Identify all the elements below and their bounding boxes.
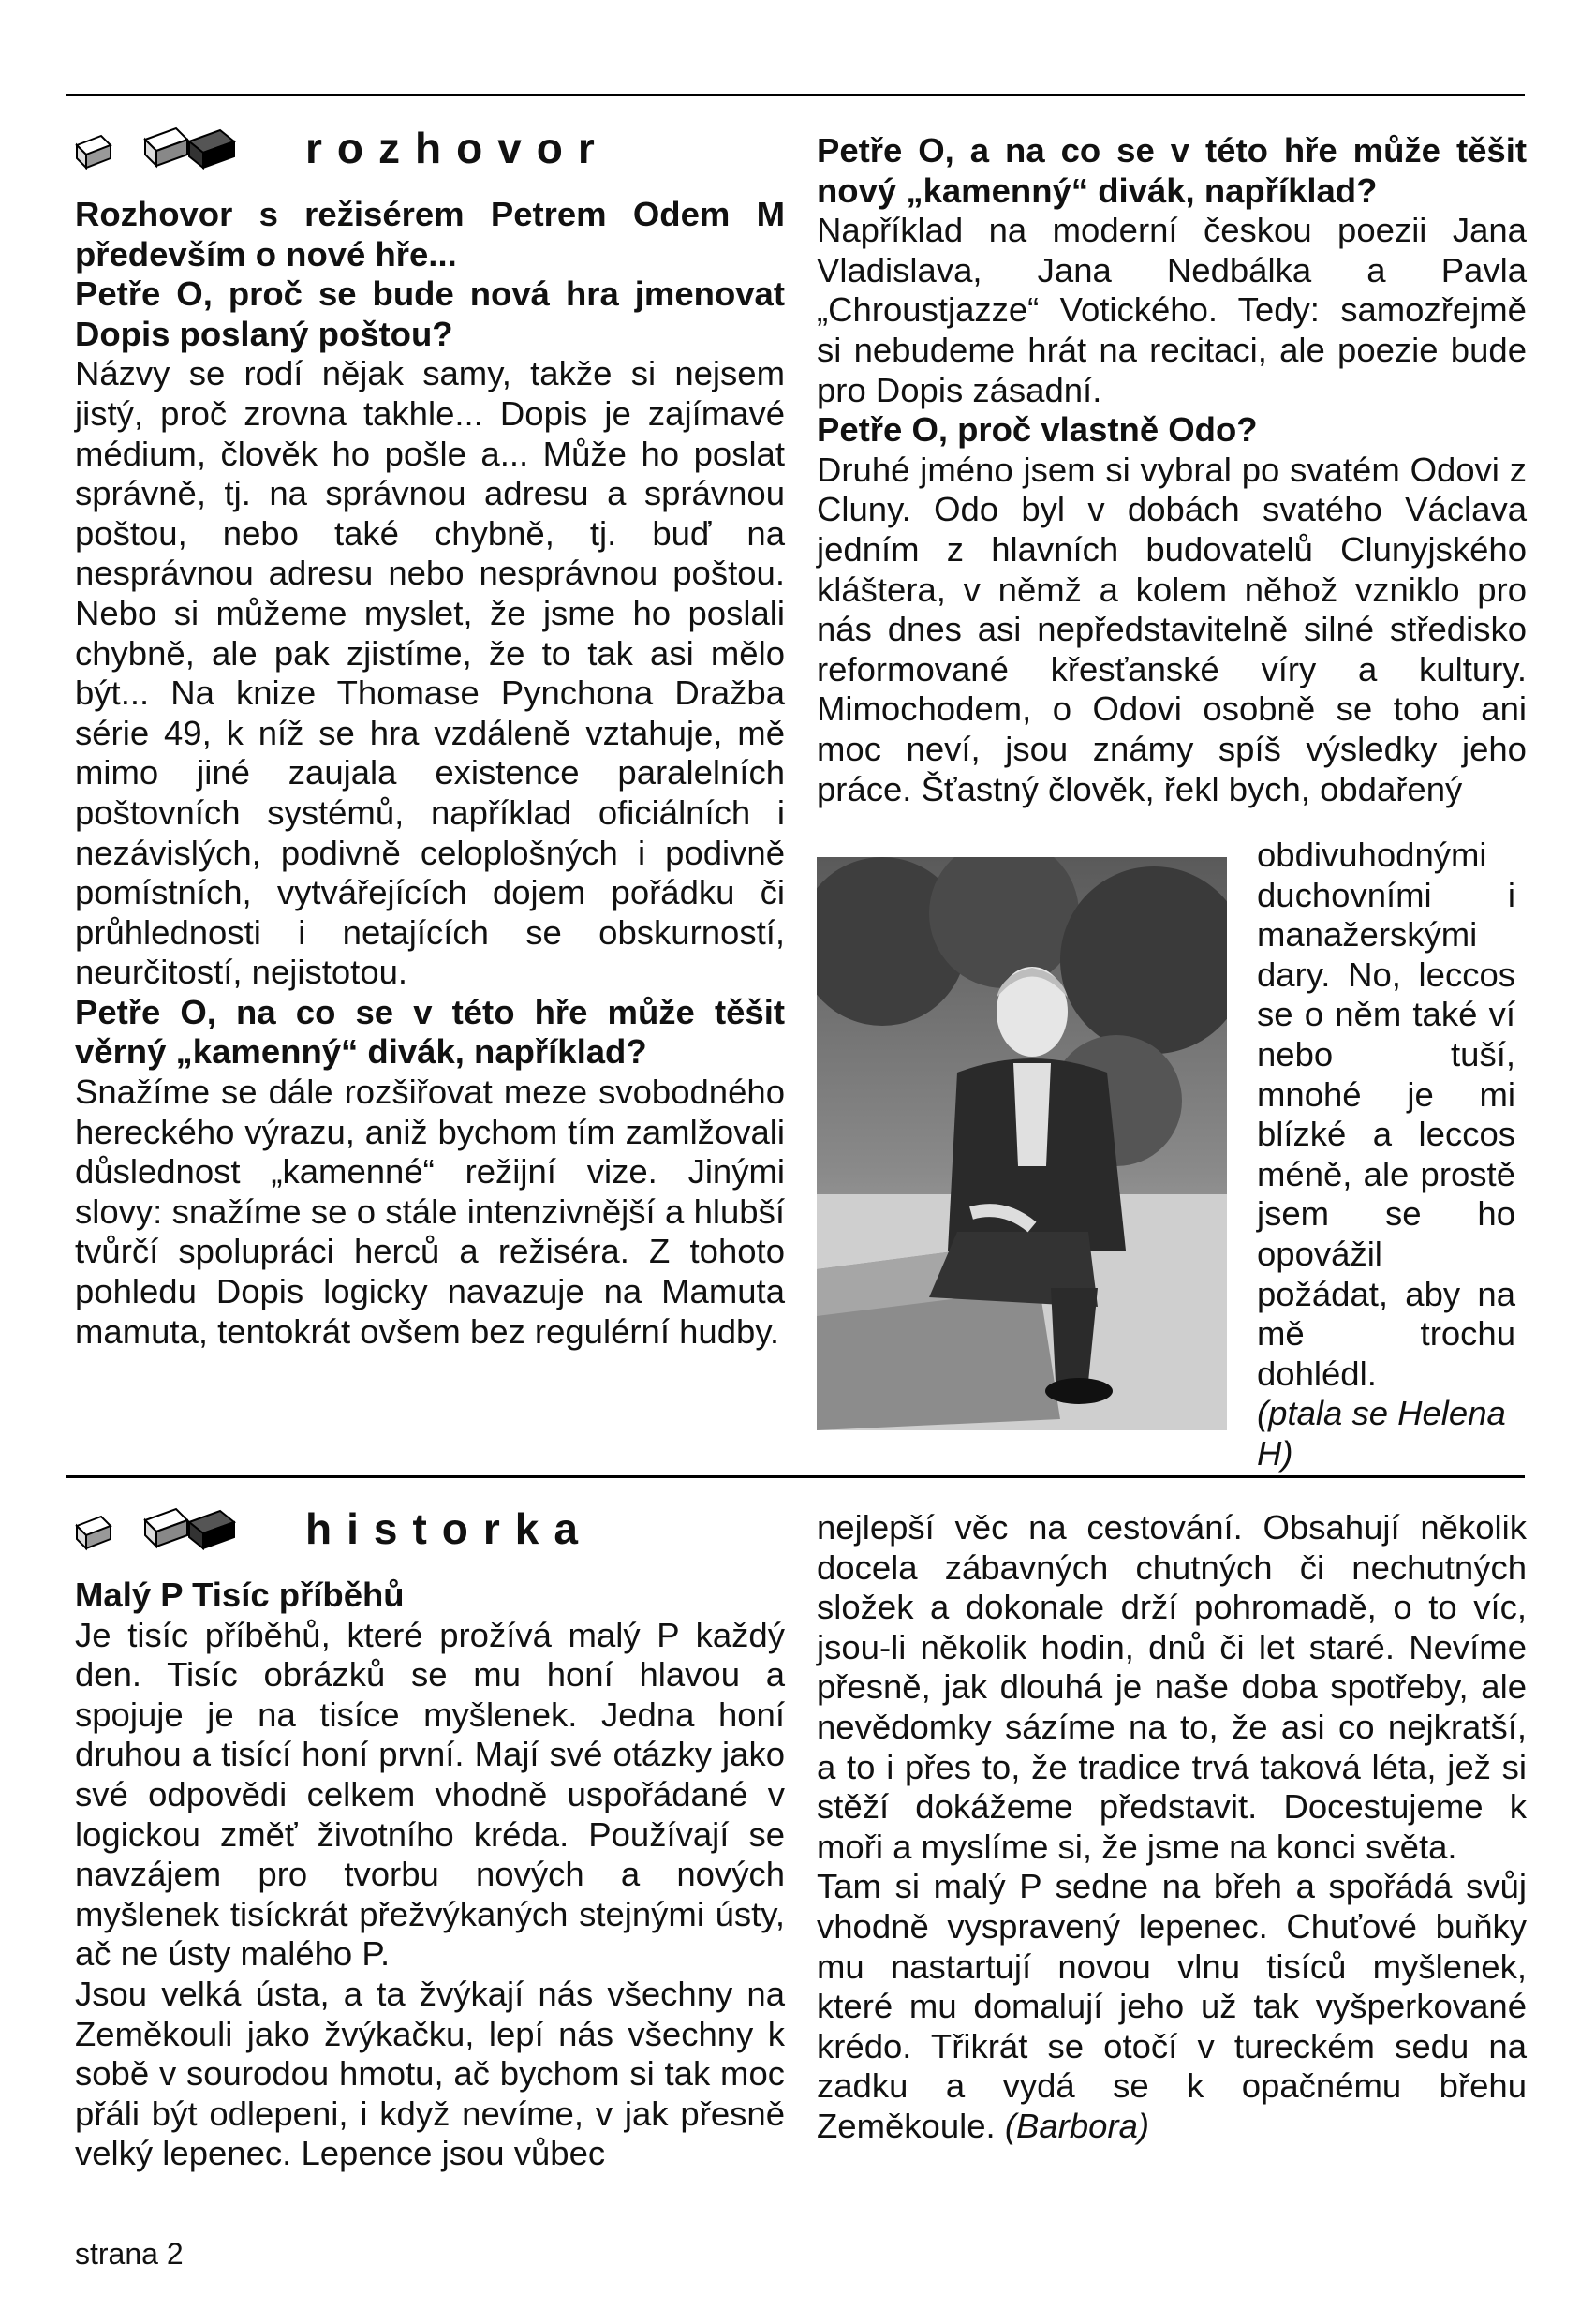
story-subtitle: Malý P Tisíc příběhů <box>75 1576 405 1614</box>
interview-column-right <box>817 131 1527 809</box>
interview-column-left <box>75 120 785 1352</box>
answer-3: Například na moderní českou poezii Jana Vladislava, Jana Nedbálka a Pavla „Chroustjazze“ Votického. Tedy: samozřejmě si nebudeme hrát na recitaci, ale poezie bude pro Dopis zásadní. <box>817 211 1527 409</box>
stacked-blocks-icon <box>75 1505 272 1552</box>
question-2: Petře O, na co se v této hře může těšit věrný „kamenný“ divák, například? <box>75 992 785 1072</box>
page-number: strana 2 <box>75 2237 184 2271</box>
story-paragraph-1: Je tisíc příběhů, které prožívá malý P každý den. Tisíc obrázků se mu honí hlavou a spojuje je na tisíce myšlenek. Jedna honí druhou a tisící honí první. Mají své otázky jako své odpovědi celkem vhodně uspořádané v logickou změť životního kréda. Používají se navzájem pro tvorbu nových a nových myšlenek tisíckrát přežvýkaných stejnými ústy, ač ne ústy malého P. <box>75 1615 785 1974</box>
story-paragraph-4 <box>817 1867 1527 2146</box>
story-paragraph-2: Jsou velká ústa, a ta žvýkají nás všechny na Zeměkouli jako žvýkačku, lepí nás všechny k sobě v sourodou hmotu, ač bychom si tak moc přáli být odlepeni, i když nevíme, v jak přesně velký lepenec. Lepence jsou vůbec <box>75 1974 785 2173</box>
answer-1: Názvy se rodí nějak samy, takže si nejsem jistý, proč zrovna takhle... Dopis je zajímavé médium, člověk ho pošle a... Může ho poslat správně, tj. na správnou adresu a správnou poštou, nebo také chybně, tj. buď na nesprávnou adresu nebo nesprávnou poštou. Nebo si můžeme myslet, že jsme ho poslali chybně, ale pak zjistíme, že to tak asi mělo být... Na knize Thomase Pynchona Dražba série 49, k níž se hra vzdáleně vztahuje, mě mimo jiné zaujala existence paralelních poštovních systémů, například oficiálních i nezávislých, podivně celoplošných i podivně pomístních, vytvářejících dojem pořádku či průhlednosti i netajících se obskurností, neurčitostí, nejistotou. <box>75 354 785 992</box>
interview-intro: Rozhovor s režisérem Petrem Odem M především o nové hře... <box>75 195 785 274</box>
question-3: Petře O, a na co se v této hře může těšit nový „kamenný“ divák, například? <box>817 131 1527 210</box>
interview-byline: (ptala se Helena H) <box>1257 1394 1506 1473</box>
stacked-blocks-icon <box>75 125 272 171</box>
story-header <box>75 1501 785 1557</box>
top-rule <box>66 94 1525 96</box>
answer-4-side-text: obdivuhodnými duchovními i manažerskými dary. No, leccos se o něm také ví nebo tuší, mnohé je mi blízké a leccos méně, ale prostě jsem se ho opovážil požádat, aby na mě trochu dohlédl. <box>1257 836 1515 1393</box>
answer-4-continued <box>1257 836 1515 1474</box>
section-divider <box>66 1475 1525 1478</box>
question-4: Petře O, proč vlastně Odo? <box>817 410 1258 450</box>
story-signature: (Barbora) <box>1004 2106 1150 2145</box>
interview-header <box>75 120 785 176</box>
story-paragraph-4-text: Tam si malý P sedne na břeh a spořádá svůj vhodně vyspravený lepenec. Chuťové buňky mu nastartují novou vlnu tisíců myšlenek, které mu domalují jeho už tak vyšperkované krédo. Třikrát se otočí v tureckém sedu na zadku a vydá se k opačnému břehu Zeměkoule. <box>817 1867 1527 2145</box>
story-column-left <box>75 1501 785 2174</box>
director-photo <box>817 857 1227 1430</box>
question-1: Petře O, proč se bude nová hra jmenovat Dopis poslaný poštou? <box>75 274 785 353</box>
story-column-right <box>817 1508 1527 2147</box>
section-title-interview: rozhovor <box>305 123 610 172</box>
story-paragraph-3: nejlepší věc na cestování. Obsahují několik docela zábavných chutných či nechutných složek a dokonale drží pohromadě, o to víc, jsou-li několik hodin, dnů či let staré. Nevíme přesně, jak dlouhá je naše doba spotřeby, ale nevědomky sázíme na to, že asi co nejkratší, a to i přes to, že tradice trvá taková léta, jež si stěží dokážeme představit. Docestujeme k moři a myslíme si, že jsme na konci světa. <box>817 1508 1527 1866</box>
answer-2: Snažíme se dále rozšiřovat meze svobodného hereckého výrazu, aniž bychom tím zamlžovali důslednost „kamenné“ režijní vize. Jinými slovy: snažíme se o stále intenzivnější a hlubší tvůrčí spolupráci herců a režiséra. Z tohoto pohledu Dopis logicky navazuje na Mamuta mamuta, tentokrát ovšem bez regulérní hudby. <box>75 1073 785 1351</box>
answer-4: Druhé jméno jsem si vybral po svatém Odovi z Cluny. Odo byl v dobách svatého Václava jedním z hlavních budovatelů Clunyjského kláštera, v němž a kolem něhož vzniklo pro nás dnes asi nepředstavitelně silné středisko reformované křesťanské víry a kultury. Mimochodem, o Odovi osobně se toho ani moc neví, jsou známy spíš výsledky jeho práce. Šťastný člověk, řekl bych, obdařený <box>817 450 1527 808</box>
section-title-story: historka <box>305 1503 593 1553</box>
